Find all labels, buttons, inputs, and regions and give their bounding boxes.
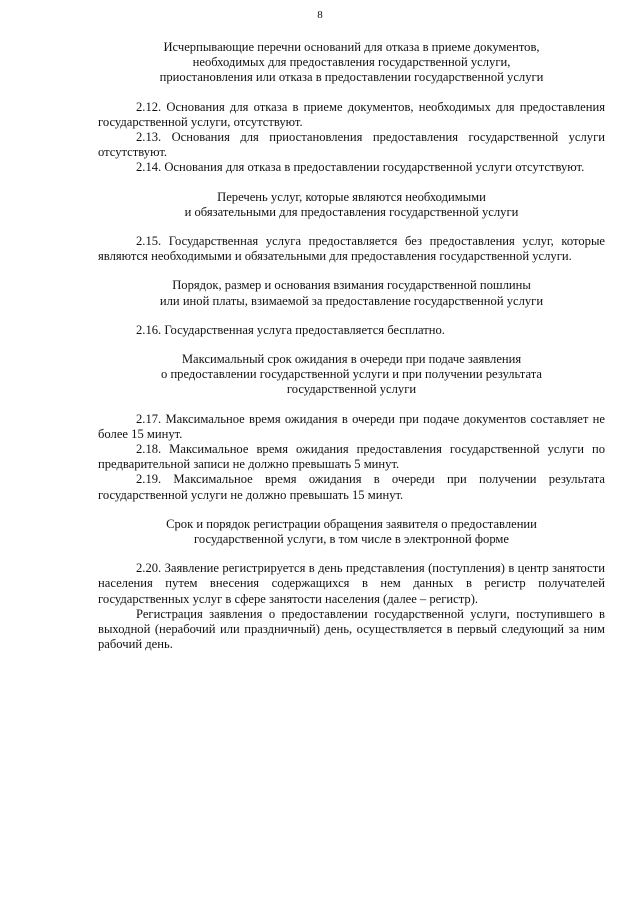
heading-line: необходимых для предоставления государственной услуги,	[192, 55, 511, 70]
section-heading-refusal-grounds	[98, 40, 605, 86]
page-number: 8	[317, 9, 323, 21]
paragraph-2-15: 2.15. Государственная услуга предоставляется без предоставления услуг, которые являются необходимыми и обязательными для предоставления государственной услуги.	[98, 234, 605, 264]
heading-line: приостановления или отказа в предоставлении государственной услуги	[159, 70, 544, 85]
section-heading-registration	[98, 517, 605, 547]
paragraph-2-19: 2.19. Максимальное время ожидания в очереди при получении результата государственной услуги не должно превышать 15 минут.	[98, 472, 605, 502]
heading-line: Срок и порядок регистрации обращения заявителя о предоставлении	[166, 516, 537, 531]
heading-line: государственной услуги	[286, 382, 417, 397]
paragraph-2-14: 2.14. Основания для отказа в предоставлении государственной услуги отсутствуют.	[136, 160, 585, 175]
heading-line: и обязательными для предоставления государственной услуги	[184, 204, 519, 219]
paragraph-2-12: 2.12. Основания для отказа в приеме документов, необходимых для предоставления государственной услуги, отсутствуют.	[98, 99, 605, 129]
heading-line: Исчерпывающие перечни оснований для отказа в приеме документов,	[163, 40, 540, 54]
heading-line: или иной платы, взимаемой за предоставление государственной услуги	[159, 293, 544, 308]
paragraph-registration-holiday: Регистрация заявления о предоставлении государственной услуги, поступившего в выходной (нерабочий или праздничный) день, осуществляется в первый следующий за ним рабочий день.	[98, 606, 605, 652]
heading-line: Порядок, размер и основания взимания государственной пошлины	[172, 278, 531, 293]
heading-line: Максимальный срок ожидания в очереди при подаче заявления	[181, 352, 522, 367]
paragraph-2-17: 2.17. Максимальное время ожидания в очереди при подаче документов составляет не более 15 минут.	[98, 411, 605, 441]
paragraph-2-20: 2.20. Заявление регистрируется в день представления (поступления) в центр занятости населения путем внесения содержащихся в нем данных в регистр получателей государственных услуг в сфере занятости населения (далее – регистр).	[98, 561, 605, 606]
section-heading-required-services	[98, 190, 605, 220]
document-body	[98, 40, 605, 653]
paragraph-2-13: 2.13. Основания для приостановления предоставления государственной услуги отсутствуют.	[98, 130, 605, 160]
paragraph-2-18: 2.18. Максимальное время ожидания предоставления государственной услуги по предварительной записи не должно превышать 5 минут.	[98, 442, 605, 472]
section-heading-fees	[98, 278, 605, 308]
heading-line: государственной услуги, в том числе в электронной форме	[193, 532, 509, 547]
heading-line: о предоставлении государственной услуги и при получении результата	[161, 367, 542, 382]
section-heading-waiting-time	[98, 352, 605, 398]
paragraph-2-16: 2.16. Государственная услуга предоставляется бесплатно.	[136, 322, 445, 337]
heading-line: Перечень услуг, которые являются необходимыми	[217, 189, 486, 204]
